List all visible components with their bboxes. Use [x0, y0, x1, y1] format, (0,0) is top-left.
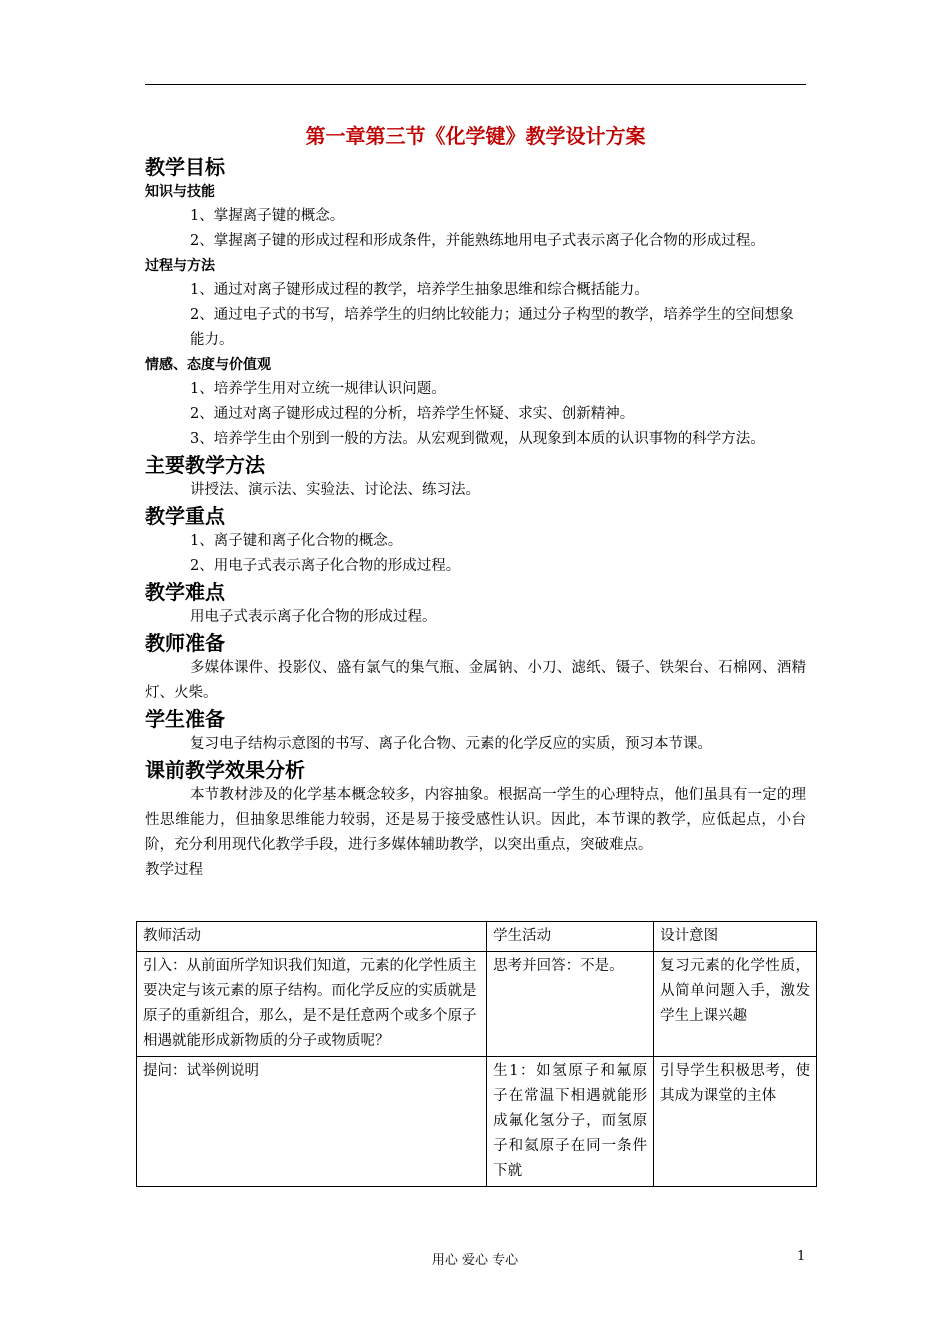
table-row: [137, 1057, 817, 1187]
knowledge-heading: 知识与技能: [145, 184, 215, 200]
footer-text: 用心 爱心 专心: [431, 1253, 519, 1268]
emotion-item: 2、通过对离子键形成过程的分析，培养学生怀疑、求实、创新精神。: [190, 406, 635, 422]
teacher-prep-text: 多媒体课件、投影仪、盛有氯气的集气瓶、金属钠、小刀、滤纸、镊子、铁架台、石棉网、酒精灯、火柴。: [145, 660, 806, 701]
table-header-row: [137, 922, 817, 952]
key-point-item: 1、离子键和离子化合物的概念。: [190, 533, 403, 549]
table-header-cell: 学生活动: [487, 922, 654, 952]
process-label: 教学过程: [145, 862, 203, 878]
student-prep-text: 复习电子结构示意图的书写、离子化合物、元素的化学反应的实质，预习本节课。: [190, 736, 712, 752]
knowledge-item: 1、掌握离子键的概念。: [190, 208, 345, 224]
table-cell: 引导学生积极思考，使其成为课堂的主体: [654, 1057, 817, 1187]
process-item: 1、通过对离子键形成过程的教学，培养学生抽象思维和综合概括能力。: [190, 282, 649, 298]
table-row: [137, 952, 817, 1057]
teacher-prep-heading: 教师准备: [145, 631, 225, 655]
page-number: 1: [797, 1249, 806, 1264]
emotion-heading: 情感、态度与价值观: [145, 357, 271, 373]
knowledge-item: 2、掌握离子键的形成过程和形成条件，并能熟练地用电子式表示离子化合物的形成过程。: [190, 233, 765, 249]
document-title: 第一章第三节《化学键》教学设计方案: [305, 124, 646, 148]
document-body: [145, 120, 806, 883]
key-points-heading: 教学重点: [145, 504, 225, 528]
difficulty-text: 用电子式表示离子化合物的形成过程。: [190, 609, 437, 625]
student-prep-heading: 学生准备: [145, 707, 225, 731]
table-cell: 生1：如氢原子和氟原子在常温下相遇就能形成氟化氢分子，而氢原子和氦原子在同一条件下就: [487, 1057, 654, 1187]
analysis-heading: 课前教学效果分析: [145, 758, 305, 782]
emotion-item: 1、培养学生用对立统一规律认识问题。: [190, 381, 446, 397]
teaching-process-table: [136, 921, 817, 1187]
difficulty-heading: 教学难点: [145, 580, 225, 604]
table-cell: 引入：从前面所学知识我们知道，元素的化学性质主要决定与该元素的原子结构。而化学反应的实质就是原子的重新组合，那么，是不是任意两个或多个原子相遇就能形成新物质的分子或物质呢？: [137, 952, 487, 1057]
table-cell: 思考并回答：不是。: [487, 952, 654, 1057]
key-point-item: 2、用电子式表示离子化合物的形成过程。: [190, 558, 461, 574]
goals-heading: 教学目标: [145, 155, 225, 179]
table-cell: 复习元素的化学性质，从简单问题入手，激发学生上课兴趣: [654, 952, 817, 1057]
analysis-text: 本节教材涉及的化学基本概念较多，内容抽象。根据高一学生的心理特点，他们虽具有一定的理性思维能力，但抽象思维能力较弱，还是易于接受感性认识。因此，本节课的教学，应低起点，小台阶，充分利用现代化教学手段，进行多媒体辅助教学，以突出重点，突破难点。: [145, 787, 806, 853]
table-header-cell: 教师活动: [137, 922, 487, 952]
emotion-item: 3、培养学生由个别到一般的方法。从宏观到微观，从现象到本质的认识事物的科学方法。: [190, 431, 765, 447]
header-rule: [145, 84, 806, 85]
table-cell: 提问：试举例说明: [137, 1057, 487, 1187]
methods-text: 讲授法、演示法、实验法、讨论法、练习法。: [190, 482, 480, 498]
process-item: 2、通过电子式的书写，培养学生的归纳比较能力；通过分子构型的教学，培养学生的空间想象能力。: [190, 307, 794, 348]
methods-heading: 主要教学方法: [145, 453, 265, 477]
process-heading: 过程与方法: [145, 258, 215, 274]
table-header-cell: 设计意图: [654, 922, 817, 952]
